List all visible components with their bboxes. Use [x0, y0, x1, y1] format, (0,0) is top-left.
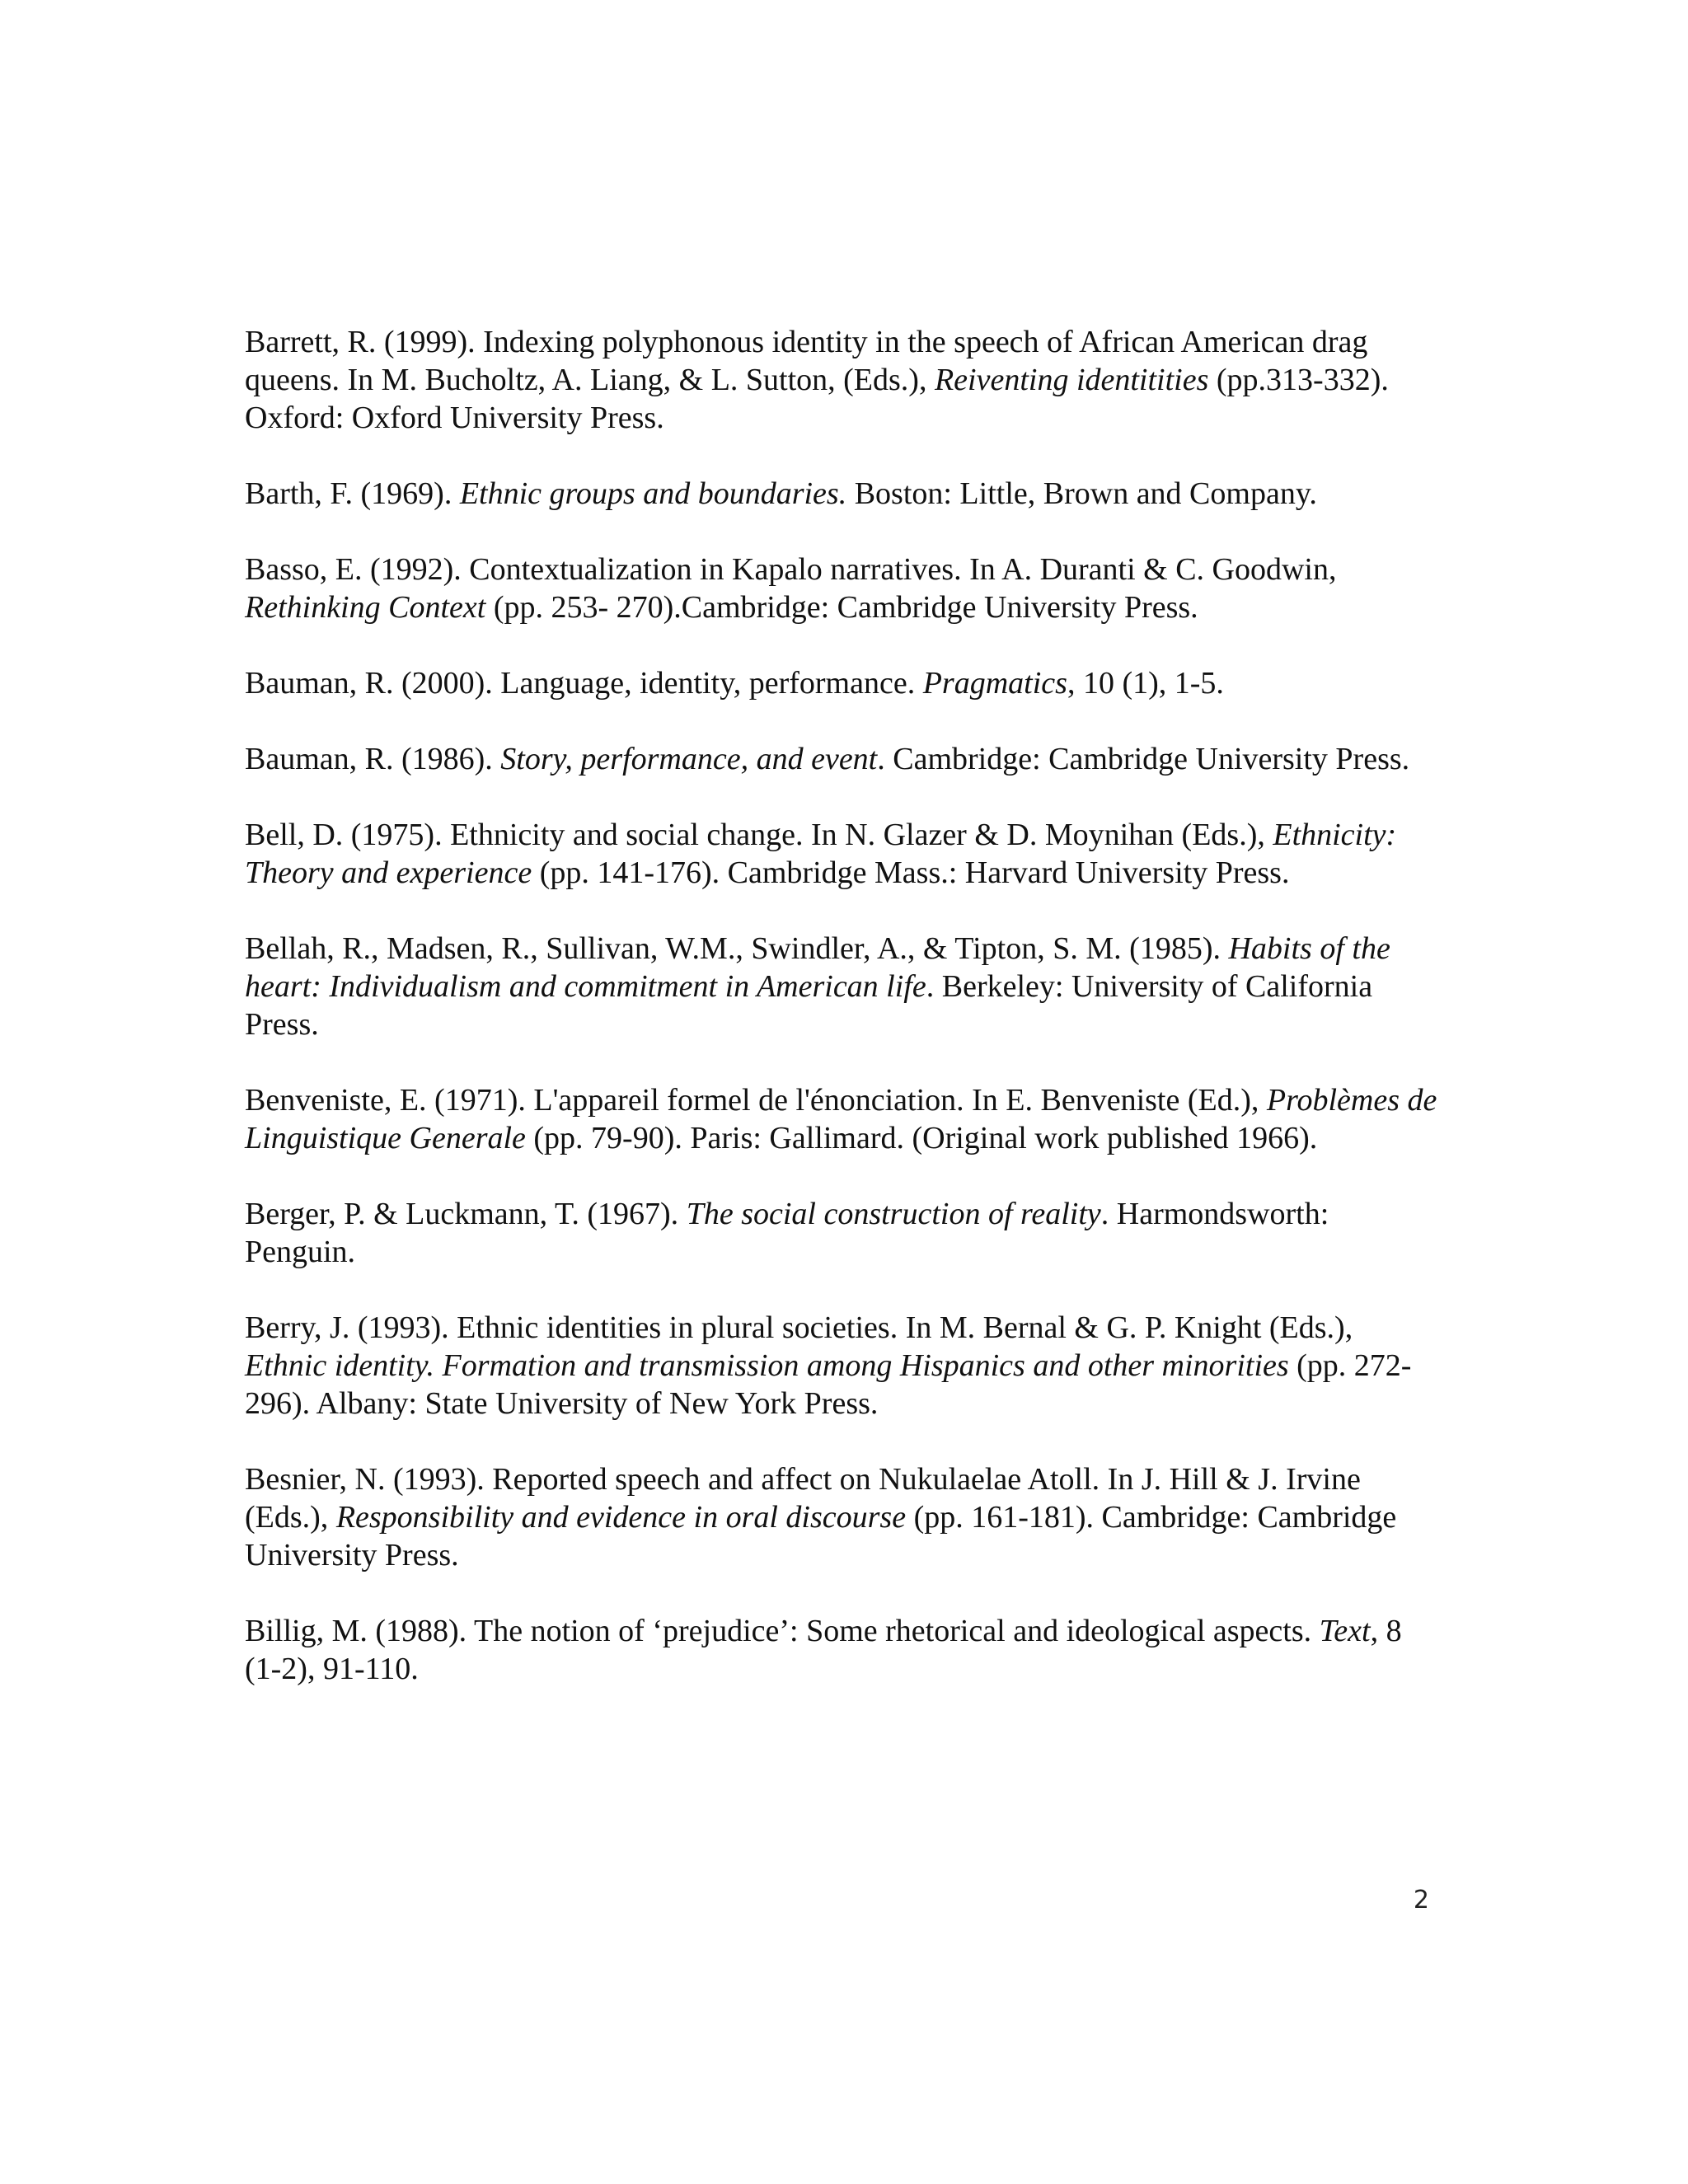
- reference-title: Rethinking Context: [245, 590, 486, 625]
- reference-text: (pp. 79-90). Paris: Gallimard. (Original work published 1966).: [525, 1121, 1318, 1155]
- reference-text: Benveniste, E. (1971). L'appareil formel de l'énonciation. In E. Benveniste (Ed.),: [245, 1083, 1267, 1118]
- reference-text: Berger, P. & Luckmann, T. (1967).: [245, 1197, 687, 1231]
- reference-entry: [245, 930, 1440, 1043]
- page-number: 2: [1413, 1886, 1429, 1915]
- reference-title: Text: [1319, 1614, 1371, 1648]
- reference-text: Berry, J. (1993). Ethnic identities in plural societies. In M. Bernal & G. P. Knight (Eds.),: [245, 1310, 1353, 1345]
- reference-text: Bauman, R. (2000). Language, identity, performance.: [245, 666, 923, 701]
- reference-title: Ethnic groups and boundaries.: [459, 476, 847, 511]
- reference-text: Bauman, R. (1986).: [245, 742, 501, 776]
- reference-entry: [245, 475, 1440, 513]
- reference-text: (pp. 272-296). Albany: State University of New York Press.: [245, 1348, 1412, 1421]
- reference-entry: [245, 816, 1440, 892]
- reference-text: , 8 (1-2), 91-110.: [245, 1614, 1402, 1686]
- reference-title: Reiventing identitities: [934, 363, 1209, 397]
- reference-entry: [245, 323, 1440, 437]
- reference-text: Basso, E. (1992). Contextualization in Kapalo narratives. In A. Duranti & C. Goodwin,: [245, 552, 1337, 587]
- reference-title: Ethnicity: Theory and experience: [245, 818, 1397, 890]
- reference-text: Barth, F. (1969).: [245, 476, 460, 511]
- reference-list: [245, 323, 1440, 1688]
- reference-text: Bell, D. (1975). Ethnicity and social change. In N. Glazer & D. Moynihan (Eds.),: [245, 818, 1273, 852]
- reference-entry: [245, 551, 1440, 626]
- reference-title: Responsibility and evidence in oral discourse: [335, 1500, 907, 1535]
- reference-text: . Cambridge: Cambridge University Press.: [877, 742, 1410, 776]
- reference-text: (pp.313-332). Oxford: Oxford University Press.: [245, 363, 1389, 435]
- reference-entry: [245, 1195, 1440, 1271]
- reference-entry: [245, 1309, 1440, 1422]
- reference-entry: [245, 1460, 1440, 1574]
- reference-title: Story, performance, and event: [500, 742, 878, 776]
- reference-entry: [245, 1612, 1440, 1688]
- reference-text: (pp. 161-181). Cambridge: Cambridge University Press.: [245, 1500, 1397, 1572]
- reference-text: Boston: Little, Brown and Company.: [846, 476, 1317, 511]
- reference-text: . Harmondsworth: Penguin.: [245, 1197, 1329, 1269]
- reference-title: Problèmes de Linguistique Generale: [245, 1083, 1437, 1155]
- reference-title: Ethnic identity. Formation and transmission among Hispanics and other minorities: [245, 1348, 1289, 1383]
- reference-text: . Berkeley: University of California Press.: [245, 969, 1373, 1042]
- reference-text: , 10 (1), 1-5.: [1067, 666, 1224, 701]
- reference-text: (pp. 141-176). Cambridge Mass.: Harvard University Press.: [532, 855, 1290, 890]
- reference-title: Pragmatics: [922, 666, 1067, 701]
- reference-text: Barrett, R. (1999). Indexing polyphonous identity in the speech of African American drag queens. In M. Bucholtz, A. Liang, & L. Sutton, (Eds.),: [245, 325, 1368, 397]
- reference-title: The social construction of reality: [686, 1197, 1101, 1231]
- reference-entry: [245, 1081, 1440, 1157]
- reference-entry: [245, 740, 1440, 778]
- reference-text: (pp. 253- 270).Cambridge: Cambridge University Press.: [485, 590, 1198, 625]
- reference-title: Habits of the heart: Individualism and commitment in American life: [245, 931, 1390, 1004]
- reference-text: Besnier, N. (1993). Reported speech and affect on Nukulaelae Atoll. In J. Hill & J. Irvine (Eds.),: [245, 1462, 1361, 1535]
- reference-entry: [245, 664, 1440, 702]
- reference-text: Bellah, R., Madsen, R., Sullivan, W.M., Swindler, A., & Tipton, S. M. (1985).: [245, 931, 1229, 966]
- reference-text: Billig, M. (1988). The notion of ‘prejudice’: Some rhetorical and ideological aspects.: [245, 1614, 1320, 1648]
